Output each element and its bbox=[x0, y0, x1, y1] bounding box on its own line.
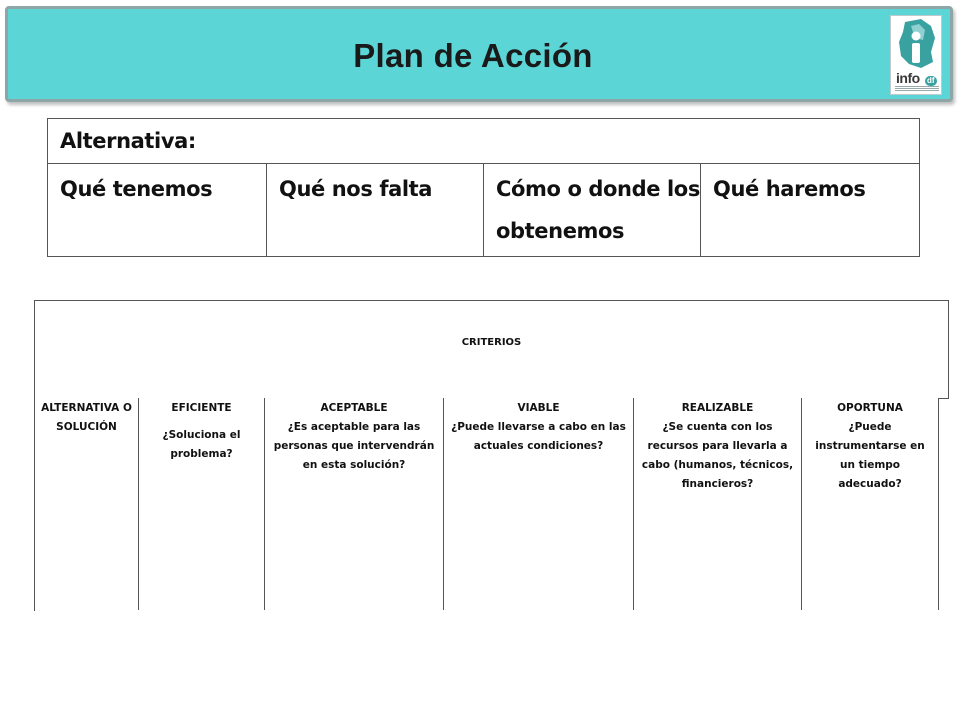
title-banner bbox=[5, 6, 953, 102]
criteria-column-alternativa bbox=[35, 398, 139, 610]
criterios-header-cell bbox=[34, 300, 949, 398]
column-header: ALTERNATIVA O SOLUCIÓN bbox=[41, 402, 132, 433]
alternativa-cell: Alternativa: bbox=[48, 119, 920, 164]
page-title: Plan de Acción bbox=[353, 37, 593, 74]
logo-caption-lines bbox=[895, 86, 939, 92]
criteria-column-eficiente bbox=[139, 398, 265, 610]
criteria-column-oportuna bbox=[802, 398, 939, 610]
column-header: OPORTUNA bbox=[837, 402, 903, 414]
criteria-column-viable bbox=[444, 398, 634, 610]
logo-map-icon bbox=[891, 16, 942, 72]
criterios-label: CRITERIOS bbox=[461, 337, 522, 348]
criteria-column-realizable bbox=[634, 398, 802, 610]
column-question: ¿Puede llevarse a cabo en las actuales condiciones? bbox=[451, 421, 626, 452]
col-que-haremos: Qué haremos bbox=[701, 164, 920, 257]
logo-word: info bbox=[896, 70, 920, 86]
table-border bbox=[938, 398, 949, 399]
column-header: REALIZABLE bbox=[681, 402, 754, 414]
column-question: ¿Se cuenta con los recursos para llevarla a cabo (humanos, técnicos, financieros? bbox=[641, 421, 794, 490]
column-question: ¿Es aceptable para las personas que intervendrán en esta solución? bbox=[273, 421, 435, 471]
col-que-nos-falta: Qué nos falta bbox=[267, 164, 484, 257]
plan-table bbox=[47, 118, 920, 257]
col-como-o-donde: Cómo o donde los obtenemos bbox=[484, 164, 701, 257]
column-question: ¿Soluciona el problema? bbox=[162, 429, 241, 460]
column-header: VIABLE bbox=[517, 402, 560, 414]
criteria-grid bbox=[34, 398, 925, 611]
logo-suffix: df bbox=[927, 76, 935, 85]
col-que-tenemos: Qué tenemos bbox=[48, 164, 267, 257]
column-header: ACEPTABLE bbox=[320, 402, 388, 414]
column-question: ¿Puede instrumentarse en un tiempo adecuado? bbox=[815, 421, 925, 490]
infodf-logo-icon bbox=[890, 15, 942, 95]
table-border bbox=[948, 300, 949, 399]
column-header: EFICIENTE bbox=[171, 402, 232, 414]
criteria-column-aceptable bbox=[265, 398, 444, 610]
